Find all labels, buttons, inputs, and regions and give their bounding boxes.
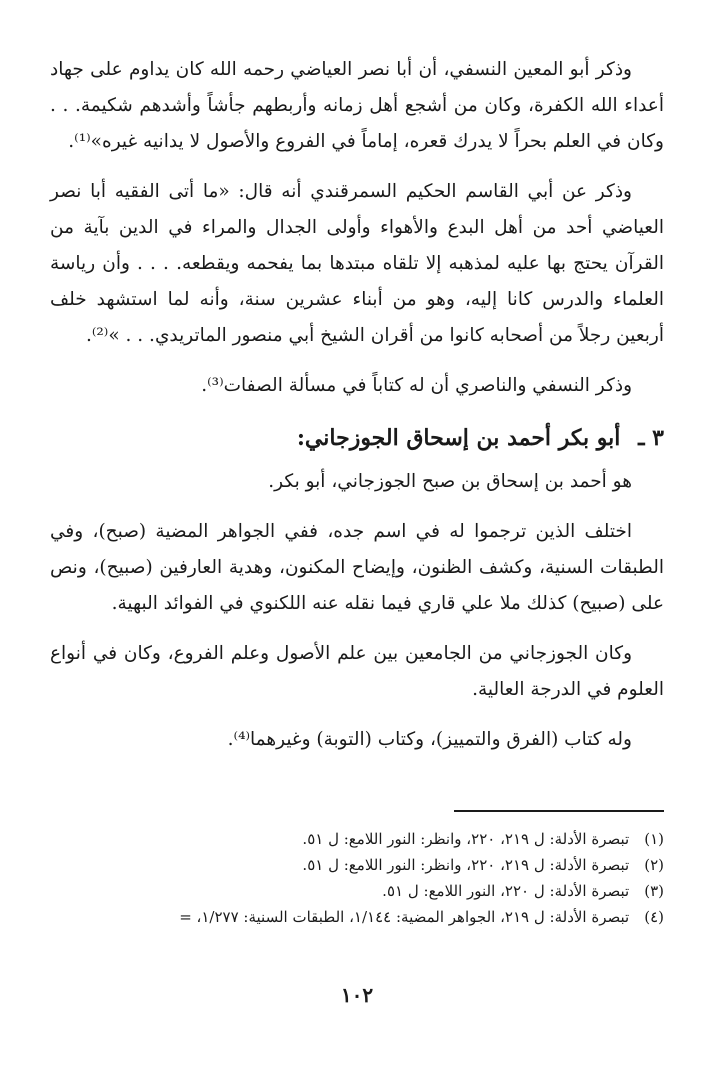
section-heading xyxy=(50,418,664,458)
footnote-text: تبصرة الأدلة: ل ٢١٩، الجواهر المضية: ١/١٤٤، الطبقات السنية: ١/٢٧٧، = xyxy=(179,908,630,926)
footnote-number: (٢) xyxy=(644,856,664,874)
footnote-separator xyxy=(454,810,664,812)
footnote xyxy=(50,826,664,852)
footnote-text: تبصرة الأدلة: ل ٢١٩، ٢٢٠، وانظر: النور اللامع: ل ٥١. xyxy=(302,830,630,848)
footnote xyxy=(50,852,664,878)
footnote-number: (٤) xyxy=(644,908,664,926)
body-paragraph: وذكر أبو المعين النسفي، أن أبا نصر العياضي رحمه الله كان يداوم على جهاد أعداء الله الكفرة، وكان من أشجع أهل زمانه وأربطهم جأشاً وأشدهم شكيمة. . . وكان في العلم بحراً لا يدرك قعره، إماماً في الفروع والأصول لا يدانيه غيره»⁽¹⁾. xyxy=(50,59,664,152)
body-paragraph: وله كتاب (الفرق والتمييز)، وكتاب (التوبة) وغيرهما⁽⁴⁾. xyxy=(227,729,632,750)
footnotes xyxy=(50,812,664,930)
footnote xyxy=(50,904,664,930)
footnote-number: (١) xyxy=(644,830,664,848)
body-paragraph: وذكر النسفي والناصري أن له كتاباً في مسألة الصفات⁽³⁾. xyxy=(201,375,632,396)
body-paragraph: وذكر عن أبي القاسم الحكيم السمرقندي أنه قال: «ما أتى الفقيه أبا نصر العياضي أحد من أهل البدع والأهواء وأولى الجدال والمراء في الدين بآية من القرآن يحتج بها عليه لمذهبه إلا تلقاه مبتدها بما يفحمه ويقطعه. . . . وأن رياسة العلماء والدرس كانا إليه، وهو من أبناء عشرين سنة، وأنه لما استشهد خلف أربعين رجلاً من أصحابه كانوا من أقران الشيخ أبي منصور الماتريدي. . . »⁽²⁾. xyxy=(50,181,664,346)
footnote-text: تبصرة الأدلة: ل ٢١٩، ٢٢٠، وانظر: النور اللامع: ل ٥١. xyxy=(302,856,630,874)
footnote xyxy=(50,878,664,904)
footnote-number: (٣) xyxy=(644,882,664,900)
section-heading-number: ٣ ـ xyxy=(638,425,664,451)
body-paragraph: اختلف الذين ترجموا له في اسم جده، ففي الجواهر المضية (صبح)، وفي الطبقات السنية، وكشف الظنون، وإيضاح المكنون، وهدية العارفين (صبيح)، ونص على (صبيح) كذلك ملا علي قاري فيما نقله عنه اللكنوي في الفوائد البهية. xyxy=(50,521,664,614)
body-paragraph: وكان الجوزجاني من الجامعين بين علم الأصول وعلم الفروع، وكان في أنواع العلوم في الدرجة العالية. xyxy=(50,643,664,700)
page-number: ١٠٢ xyxy=(340,983,374,1007)
footnote-text: تبصرة الأدلة: ل ٢٢٠، النور اللامع: ل ٥١. xyxy=(382,882,630,900)
document-page xyxy=(50,52,664,930)
body-paragraph: هو أحمد بن إسحاق بن صبح الجوزجاني، أبو بكر. xyxy=(268,471,632,492)
section-heading-text: أبو بكر أحمد بن إسحاق الجوزجاني: xyxy=(296,425,621,451)
